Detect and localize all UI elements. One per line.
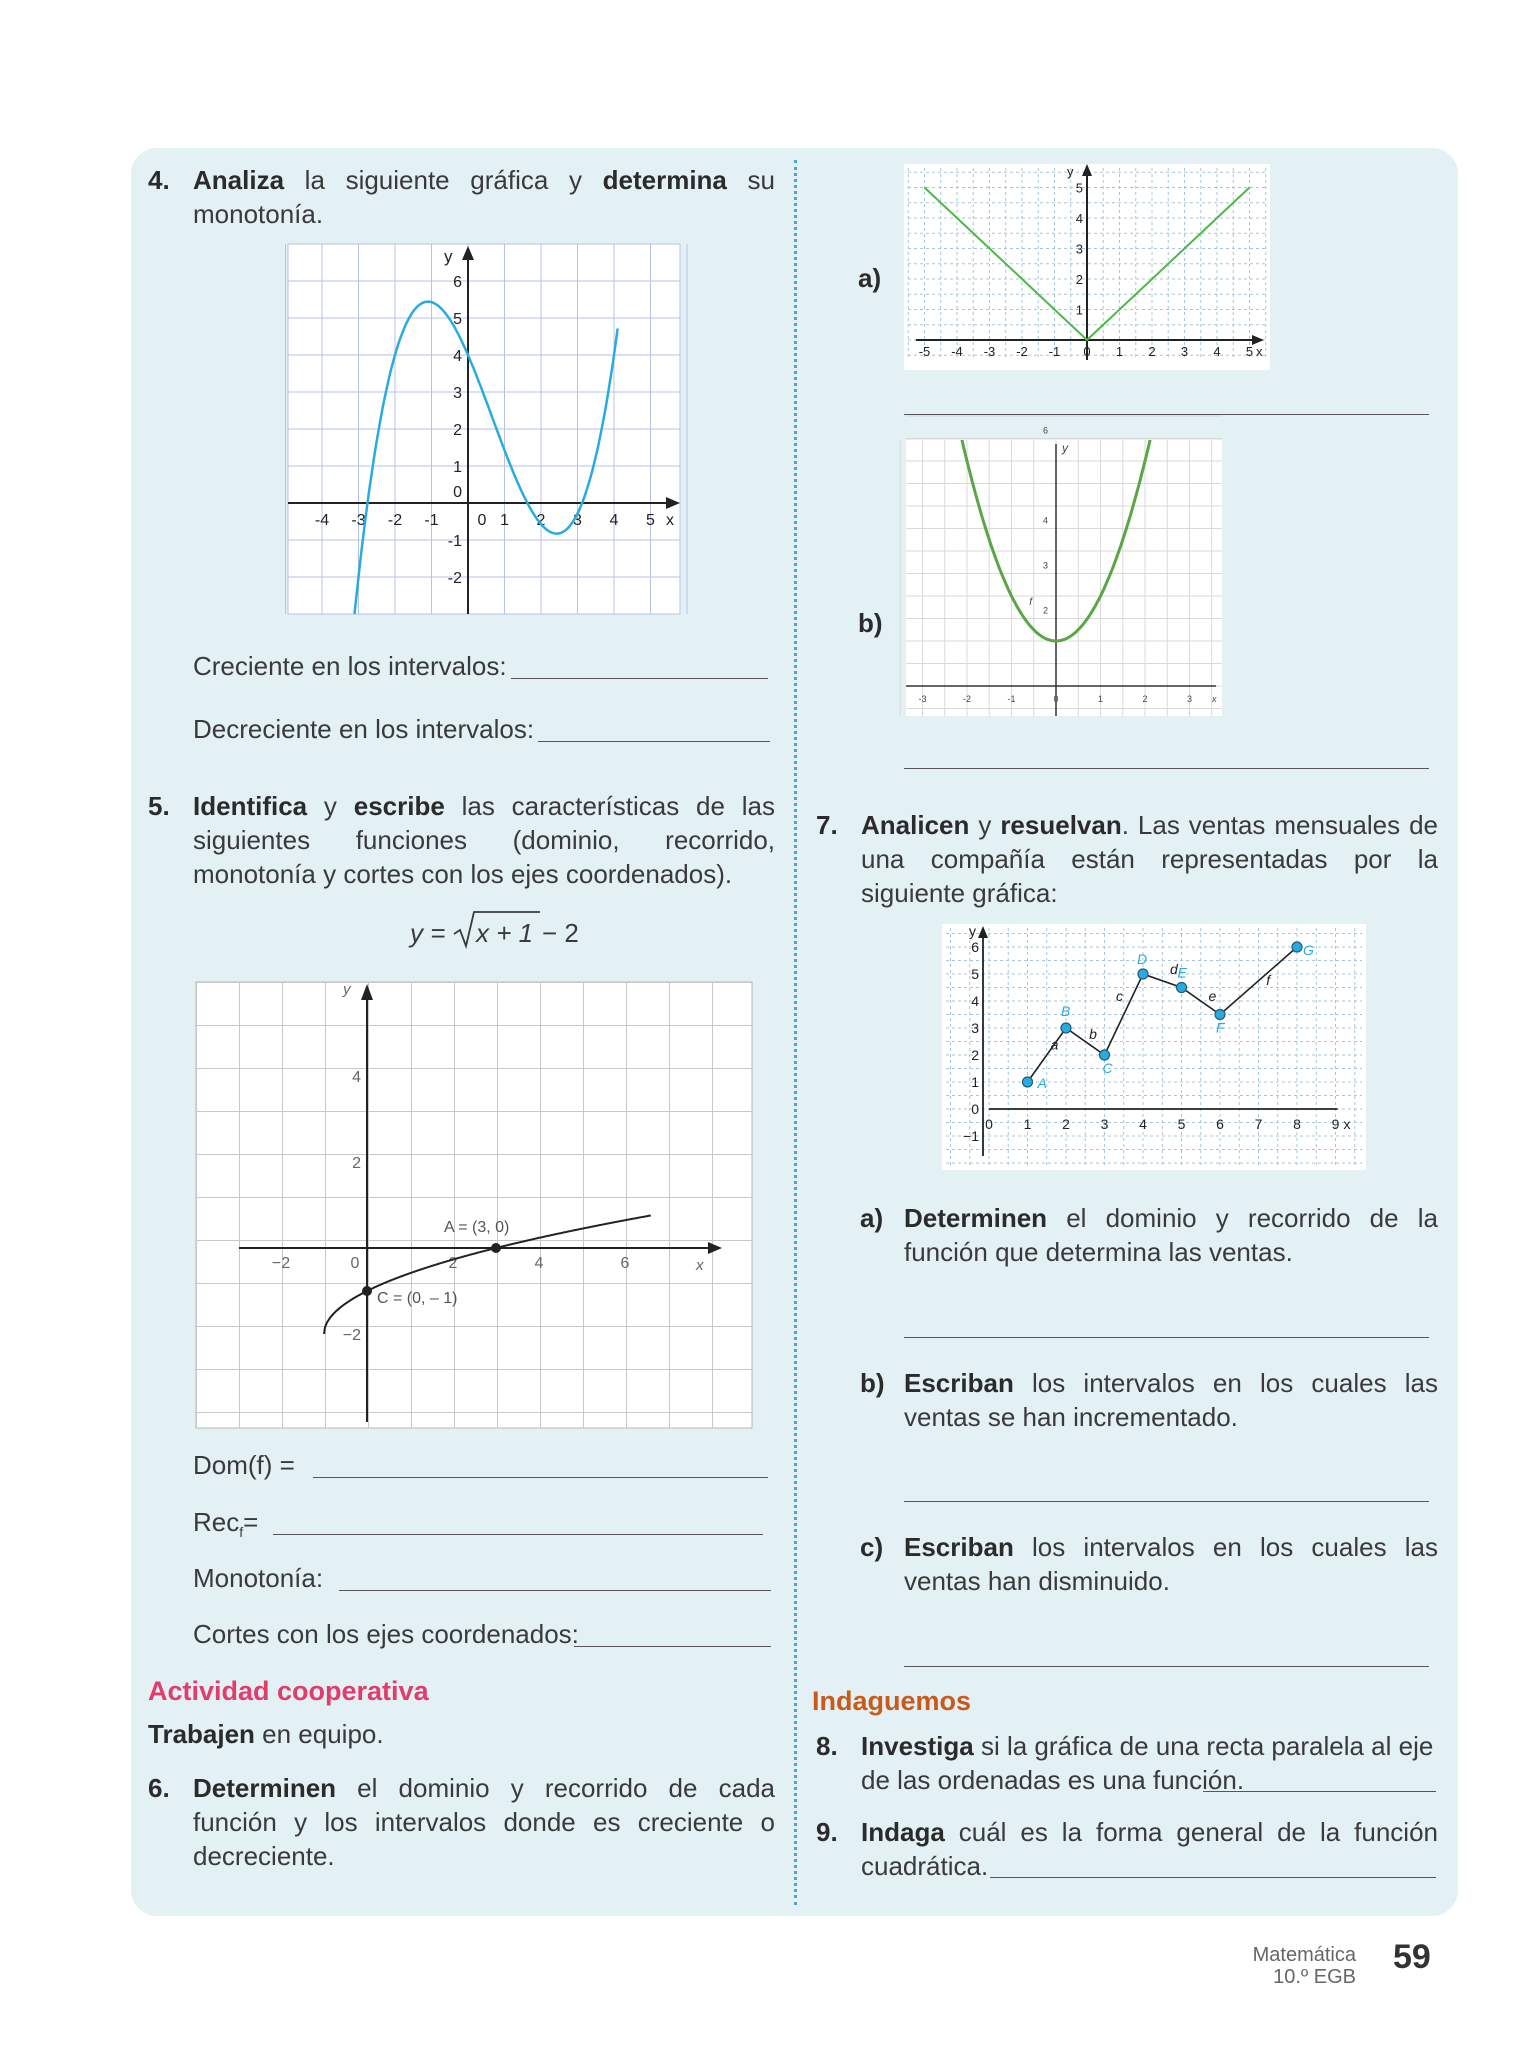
x-tick-label: -1 (424, 512, 439, 529)
segment-label-b: b (1089, 1025, 1097, 1042)
x-tick-label: 2 (1142, 694, 1148, 704)
x-tick-label: 8 (1293, 1116, 1301, 1132)
x-tick-label: 3 (1180, 344, 1189, 359)
q7-part-a (860, 1201, 1438, 1269)
q6a-abs-graph (904, 164, 1270, 370)
cortes-answer-line[interactable] (574, 1646, 771, 1647)
x-tick-label: 4 (1213, 344, 1221, 359)
x-axis-label: x (1212, 694, 1217, 704)
x-tick-label: 5 (646, 512, 655, 529)
part-text: Determinen el dominio y recorrido de la función que determina las ventas. (904, 1203, 1438, 1267)
y-tick-label: 2 (352, 1155, 361, 1172)
y-tick-label: 3 (971, 1020, 979, 1036)
question-9 (816, 1815, 1438, 1883)
q7-part-c (860, 1530, 1438, 1598)
x-tick-label: 0 (350, 1255, 360, 1272)
y-tick-label: 4 (971, 993, 979, 1009)
q6b-answer-line[interactable] (904, 768, 1429, 769)
y-tick-label: 2 (971, 1047, 979, 1063)
x-tick-label: −2 (271, 1255, 291, 1272)
x-tick-label: 5 (1245, 344, 1254, 359)
y-tick-label: 0 (453, 484, 462, 501)
point-label-f: F (1216, 1019, 1225, 1036)
y-tick-label: 5 (971, 966, 979, 982)
y-tick-label: 4 (352, 1069, 361, 1086)
point-a (1023, 1077, 1033, 1087)
question-text: Investiga si la gráfica de una recta paralela al eje de las ordenadas es una función. (861, 1731, 1434, 1795)
question-number: 7. (816, 810, 838, 840)
y-tick-label: −1 (963, 1128, 979, 1144)
increasing-answer-line[interactable] (511, 678, 768, 679)
question-number: 9. (816, 1817, 838, 1847)
x-tick-label: 0 (477, 512, 487, 529)
x-tick-label: 0 (1083, 344, 1091, 359)
rec-answer-line[interactable] (273, 1534, 763, 1535)
y-tick-label: 5 (453, 311, 462, 328)
y-tick-label: 1 (1075, 302, 1083, 318)
x-tick-label: 7 (1254, 1116, 1263, 1132)
y-tick-label: 2 (1075, 272, 1083, 287)
x-tick-label: 4 (534, 1255, 544, 1272)
point-a (491, 1243, 501, 1253)
y-tick-label: -1 (447, 533, 462, 550)
y-tick-label: 1 (971, 1074, 979, 1090)
q6b-parabola-graph (906, 425, 1222, 716)
x-tick-label: 6 (1216, 1116, 1224, 1132)
increasing-label: Creciente en los intervalos: (193, 651, 507, 681)
y-tick-label: 4 (453, 348, 462, 365)
q7b-answer-line[interactable] (904, 1501, 1429, 1502)
q6a-letter: a) (858, 263, 882, 293)
x-tick-label: 0 (985, 1116, 993, 1132)
point-g (1292, 942, 1302, 952)
decreasing-label: Decreciente en los intervalos: (193, 714, 535, 744)
question-text: Determinen el dominio y recorrido de cada función y los intervalos donde es creciente o decreciente. (193, 1773, 775, 1871)
x-tick-label: 1 (500, 512, 509, 529)
question-text: Analicen y resuelvan. Las ventas mensuales de una compañía están representadas por la siguiente gráfica: (861, 810, 1438, 908)
x-axis-label: x (1256, 344, 1263, 359)
question-6 (148, 1771, 775, 1873)
x-tick-label: 3 (1186, 694, 1193, 704)
part-text: Escriban los intervalos en los cuales las ventas se han incrementado. (904, 1368, 1438, 1432)
y-tick-label: 5 (1075, 180, 1083, 196)
question-text: Analiza la siguiente gráfica y determina su monotonía. (193, 165, 775, 229)
question-number: 4. (148, 165, 170, 195)
q9-answer-line[interactable] (990, 1877, 1436, 1878)
segment-label-d: d (1169, 961, 1178, 977)
y-tick-label: 1 (453, 459, 462, 476)
rec-label: Rec$_f$= (193, 1507, 259, 1541)
x-tick-label: -1 (1007, 694, 1016, 704)
question-number: 6. (148, 1773, 170, 1803)
x-tick-label: 1 (1023, 1116, 1032, 1132)
y-tick-label: 0 (971, 1101, 979, 1117)
y-tick-label: 6 (1042, 425, 1048, 436)
part-letter: c) (860, 1532, 884, 1562)
point-f (1215, 1010, 1225, 1020)
y-tick-label: −2 (342, 1327, 361, 1344)
question-7 (816, 808, 1438, 910)
segment-label-a: a (1050, 1036, 1059, 1053)
y-axis-label: y (343, 981, 351, 998)
x-tick-label: -3 (918, 694, 927, 704)
x-axis-label: x (1343, 1116, 1351, 1132)
monotonia-label: Monotonía: (193, 1563, 324, 1593)
q5-sqrt-graph (196, 982, 752, 1428)
part-text: Escriban los intervalos en los cuales las ventas han disminuido. (904, 1532, 1438, 1596)
x-tick-label: -3 (351, 512, 366, 529)
x-tick-label: 3 (1100, 1116, 1109, 1132)
y-tick-label: 6 (971, 939, 979, 955)
y-tick-label: 6 (453, 274, 462, 291)
x-tick-label: -3 (983, 344, 996, 359)
column-divider (794, 160, 797, 1905)
segment-label-f: f (1266, 971, 1271, 988)
point-label-d: D (1137, 951, 1148, 967)
y-tick-label: 3 (1042, 560, 1048, 571)
q4-cubic-graph (288, 244, 680, 614)
x-tick-label: 1 (1115, 344, 1124, 359)
q5-formula (408, 908, 608, 952)
segment-label-e: e (1208, 988, 1217, 1004)
question-text: Indaga cuál es la forma general de la función cuadrática. (861, 1817, 1438, 1881)
point-c (362, 1286, 372, 1296)
point-d (1138, 969, 1148, 979)
y-tick-label: 4 (1075, 211, 1083, 226)
dom-label: Dom(f) = (193, 1450, 295, 1480)
y-tick-label: -2 (447, 570, 462, 587)
x-tick-label: -5 (918, 344, 931, 359)
formula-tail: − 2 (542, 918, 579, 948)
x-tick-label: 6 (620, 1255, 630, 1272)
question-5 (148, 789, 775, 891)
y-tick-label: 3 (453, 385, 462, 402)
decreasing-answer-line[interactable] (538, 741, 770, 742)
x-tick-label: 4 (1139, 1116, 1147, 1132)
formula-radicand: x + 1 (476, 918, 534, 948)
cortes-label: Cortes con los ejes coordenados: (193, 1619, 579, 1649)
y-tick-label: 3 (1075, 241, 1083, 257)
part-letter: b) (860, 1368, 885, 1398)
x-tick-label: 0 (1053, 694, 1059, 704)
point-c-label: C = (0, – 1) (377, 1290, 458, 1307)
x-tick-label: 4 (609, 512, 619, 529)
x-tick-label: -1 (1048, 344, 1061, 359)
x-tick-label: -4 (314, 512, 330, 529)
page-number: 59 (1393, 1938, 1431, 1976)
point-label-a: A (1037, 1075, 1047, 1091)
y-axis-label: y (444, 247, 453, 266)
q7-part-b (860, 1366, 1438, 1434)
y-tick-label: 2 (453, 422, 462, 439)
y-axis-label: y (969, 923, 976, 939)
dom-answer-line[interactable] (313, 1477, 768, 1478)
x-tick-label: -2 (387, 512, 403, 529)
y-tick-label: 2 (1042, 605, 1048, 616)
x-tick-label: 9 (1331, 1116, 1340, 1132)
q7-sales-graph (942, 924, 1366, 1170)
x-tick-label: -4 (951, 344, 963, 359)
point-e (1177, 983, 1187, 993)
x-tick-label: -2 (1016, 344, 1028, 359)
question-text: Identifica y escribe las características de las siguientes funciones (dominio, recorrido, monotonía y cortes con los ejes coordenados). (193, 791, 775, 889)
x-tick-label: 1 (1097, 694, 1104, 704)
y-axis-label: y (1067, 164, 1074, 179)
question-8 (816, 1729, 1438, 1797)
q7c-answer-line[interactable] (904, 1666, 1429, 1667)
indag-title: Indaguemos (812, 1686, 972, 1716)
y-tick-label: 4 (1042, 515, 1048, 526)
part-letter: a) (860, 1203, 884, 1233)
x-tick-label: 2 (1062, 1116, 1070, 1132)
formula-lhs: y = (410, 918, 446, 948)
footer-subject: Matemática 10.º EGB (1252, 1944, 1356, 1988)
point-a-label: A = (3, 0) (444, 1219, 510, 1236)
y-axis-label: y (1062, 441, 1068, 455)
x-tick-label: 2 (536, 512, 546, 529)
x-tick-label: 3 (573, 512, 582, 529)
x-tick-label: -2 (962, 694, 972, 704)
curve-label: f (1029, 597, 1033, 608)
q6b-letter: b) (858, 608, 883, 638)
x-axis-label: x (696, 1257, 704, 1274)
q7a-answer-line[interactable] (904, 1337, 1429, 1338)
monotonia-answer-line[interactable] (339, 1590, 771, 1591)
question-number: 5. (148, 791, 170, 821)
coop-instruction: Trabajen en equipo. (148, 1719, 384, 1749)
question-number: 8. (816, 1731, 838, 1761)
x-tick-label: 2 (1148, 344, 1156, 359)
point-label-c: C (1102, 1060, 1113, 1076)
point-c (1100, 1050, 1110, 1060)
point-label-b: B (1061, 1003, 1071, 1019)
point-label-g: G (1303, 942, 1314, 958)
coop-title: Actividad cooperativa (148, 1676, 429, 1706)
point-b (1061, 1023, 1071, 1033)
x-tick-label: 2 (448, 1255, 458, 1272)
question-4 (148, 163, 775, 231)
x-tick-label: 5 (1177, 1116, 1186, 1132)
x-axis-label: x (666, 512, 674, 529)
point-label-e: E (1177, 964, 1187, 981)
q6a-answer-line[interactable] (904, 414, 1429, 415)
segment-label-c: c (1116, 988, 1124, 1004)
q8-answer-line[interactable] (1203, 1791, 1436, 1792)
